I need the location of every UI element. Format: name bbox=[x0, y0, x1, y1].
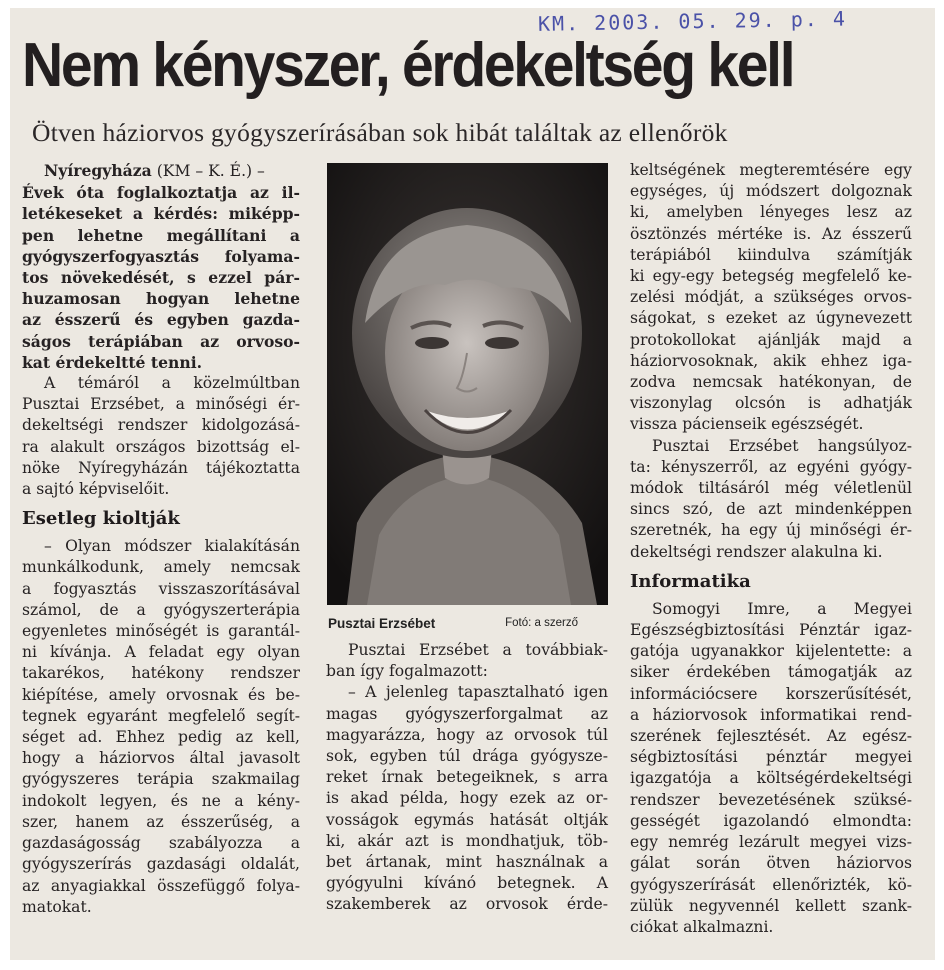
text-line: egységes, új módszert dolgoznak bbox=[630, 182, 912, 201]
text-line: gyógyulni kívánó betegnek. A bbox=[326, 874, 608, 893]
text-line: a háziorvosok informatikai rend- bbox=[630, 705, 912, 724]
text-line: magyarázza, hogy az orvosok túl bbox=[326, 725, 608, 744]
text-line: zelési módját, a szükséges orvos- bbox=[630, 288, 912, 307]
text-line: nöke Nyíregyházán tájékoztatta bbox=[22, 458, 300, 477]
text-line: a fogyasztás visszaszorításával bbox=[22, 579, 300, 598]
text-line: szeretnék, ha egy új minőségi ér- bbox=[630, 521, 912, 540]
text-line: – Olyan módszer kialakításán bbox=[44, 537, 300, 556]
paragraph-quote bbox=[22, 536, 300, 918]
text-line: A témáról a közelmúltban bbox=[44, 374, 300, 393]
text-line: viszonylag olcsón is adhatják bbox=[630, 394, 912, 413]
text-line: ki, amelyben lényeges lesz az bbox=[630, 203, 912, 222]
text-line: Évek óta foglalkoztatja az il- bbox=[22, 183, 300, 203]
text-line: indokolt legyen, és ne a kény- bbox=[22, 791, 300, 810]
text-line: dekeltségi rendszer kidolgozásá- bbox=[22, 416, 300, 435]
subheadline: Ötven háziorvos gyógyszerírásában sok hibát találtak az ellenőrök bbox=[32, 118, 728, 147]
text-line: kat érdekeltté tenni. bbox=[22, 352, 203, 372]
text-line: ségbiztosítási pénztár megyei bbox=[630, 748, 912, 767]
text-line: keltségének megteremtésére egy bbox=[630, 161, 912, 179]
paragraph-hangsulyozta bbox=[630, 436, 912, 563]
text-line: munkálkodunk, amely nemcsak bbox=[22, 558, 300, 577]
text-line: ságos terápiában az orvoso- bbox=[22, 331, 300, 351]
portrait-photo bbox=[327, 163, 608, 605]
text-line: zodva nemcsak hatékonyan, de bbox=[630, 373, 912, 392]
text-line: ra alakult országos bizottság el- bbox=[22, 437, 300, 456]
paragraph-continuation bbox=[630, 160, 912, 436]
text-line: információcsere korszerűsítését, bbox=[630, 684, 912, 703]
text-line: gálat során ötven háziorvos bbox=[630, 854, 912, 873]
text-line: dekeltségi rendszer alakulna ki. bbox=[630, 542, 883, 561]
text-line: is akad példa, hogy ezek az or- bbox=[326, 789, 608, 808]
text-line: gyógyszerfogyasztás folyama- bbox=[22, 246, 300, 266]
text-line: gazdaságosság szabályozza a bbox=[22, 834, 300, 853]
text-line: reket írnak betegeiknek, s arra bbox=[326, 768, 608, 787]
text-line: gességét igazolandó elmondta: bbox=[630, 811, 912, 830]
text-line: terápiából kiindulva számítják bbox=[630, 245, 912, 264]
text-line: tos növekedését, s ezzel pár- bbox=[22, 268, 300, 288]
handwritten-date-annotation: KM. 2003. 05. 29. p. 4 bbox=[537, 6, 848, 36]
text-line: huzamosan hogyan lehetne bbox=[22, 289, 300, 309]
text-line: ni kívánja. A feladat egy olyan bbox=[22, 643, 300, 662]
text-line: gyógyszeres terápia szakmailag bbox=[22, 770, 300, 789]
text-line: háziorvosoknak, akik ehhez iga- bbox=[630, 351, 912, 370]
text-line: módok tiltásáról még véletlenül bbox=[630, 479, 912, 498]
text-line: vosságok egymás hatását oltják bbox=[326, 810, 608, 829]
text-line: ki, akár azt is mondhatjuk, töb- bbox=[326, 831, 608, 850]
text-line: ösztönzés mértéke is. Az ésszerű bbox=[630, 224, 912, 243]
headline: Nem kényszer, érdekeltség kell bbox=[22, 31, 794, 100]
paragraph-quote-2 bbox=[326, 682, 608, 915]
text-line: ciókat alkalmazni. bbox=[630, 917, 774, 936]
text-line: gyógyszerírás gazdasági oldalát, bbox=[22, 855, 300, 874]
text-line: matokat. bbox=[22, 897, 92, 916]
text-line: Pusztai Erzsébet hangsúlyoz- bbox=[652, 436, 912, 455]
paragraph-informatika bbox=[630, 599, 912, 938]
text-line: protokollokat ajánlják majd a bbox=[630, 330, 912, 349]
caption-name: Pusztai Erzsébet bbox=[328, 616, 436, 631]
text-line: igazgatója a költségérdekeltségi bbox=[630, 769, 912, 788]
photo-caption bbox=[327, 613, 608, 635]
text-line: ban így fogalmazott: bbox=[326, 662, 488, 681]
text-line: vissza pácienseik egészségét. bbox=[630, 415, 864, 434]
portrait-image bbox=[327, 163, 608, 605]
dateline: Nyíregyháza bbox=[44, 161, 152, 180]
byline: (KM – K. É.) – bbox=[151, 162, 265, 180]
text-line: gyógyszerírását ellenőrizték, kö- bbox=[630, 875, 912, 894]
article-column-2 bbox=[326, 640, 608, 916]
text-line: takarékos, hatékony rendszer bbox=[22, 664, 300, 683]
text-line: a sajtó képviselőit. bbox=[22, 480, 170, 499]
text-line: hogy a háziorvos által javasolt bbox=[22, 749, 300, 768]
text-line: szakemberek az orvosok érde- bbox=[326, 895, 608, 914]
paragraph-intro bbox=[22, 373, 300, 500]
text-line: tegnek egyaránt megfelelő segít- bbox=[22, 706, 300, 725]
text-line: szer, hanem az ésszerűség, a bbox=[22, 812, 300, 831]
text-line: Pusztai Erzsébet a továbbiak- bbox=[348, 641, 608, 659]
text-line: szerének fejlesztését. Az egész- bbox=[630, 727, 912, 746]
lead-text bbox=[22, 182, 300, 373]
text-line: rendszer bevezetésének szüksé- bbox=[630, 790, 912, 809]
text-line: kiépítése, amely orvosnak és be- bbox=[22, 685, 300, 704]
text-line: egy nemrég lezárult megyei vizs- bbox=[630, 833, 912, 852]
text-line: zülük negyvennél kellett szank- bbox=[630, 896, 912, 915]
article-column-3 bbox=[630, 160, 912, 938]
text-line: sok, egyben túl drága gyógysze- bbox=[326, 747, 608, 766]
text-line: letékeseket a kérdés: miképp- bbox=[22, 204, 300, 224]
section-subtitle-esetleg-kioltjak: Esetleg kioltják bbox=[22, 508, 180, 530]
text-line: ki egy-egy betegség megfelelő ke- bbox=[630, 267, 912, 286]
text-line: Somogyi Imre, a Megyei bbox=[652, 599, 912, 618]
text-line: ta: kényszerről, az egyéni gyógy- bbox=[630, 457, 912, 476]
text-line: egyenletes minőségét is garantál- bbox=[22, 622, 300, 641]
text-line: az anyagiakkal összefüggő folya- bbox=[22, 876, 300, 895]
text-line: siker érdekében támogatják az bbox=[630, 663, 912, 682]
text-line: számol, de a gyógyszerterápia bbox=[22, 600, 300, 619]
text-line: – A jelenleg tapasztalható igen bbox=[348, 683, 608, 702]
text-line: Egészségbiztosítási Pénztár igaz- bbox=[630, 621, 912, 640]
text-line: bet ártanak, mint használnak a bbox=[326, 853, 608, 872]
text-line: ságokat, s ezeket az úgynevezett bbox=[630, 309, 912, 328]
lead-paragraph bbox=[22, 160, 300, 182]
text-line: magas gyógyszerforgalmat az bbox=[326, 704, 608, 723]
text-line: séget ad. Ehhez pedig az kell, bbox=[22, 728, 300, 747]
caption-credit: Fotó: a szerző bbox=[505, 617, 578, 629]
text-line: gatója ugyanakkor kijelentette: a bbox=[630, 642, 912, 661]
text-line: pen lehetne megállítani a bbox=[22, 225, 300, 245]
text-line: sincs szó, de azt mindenképpen bbox=[630, 500, 912, 519]
paragraph-transition bbox=[326, 640, 608, 682]
section-subtitle-informatika: Informatika bbox=[630, 570, 751, 592]
text-line: Pusztai Erzsébet, a minőségi ér- bbox=[22, 395, 300, 414]
text-line: az ésszerű és egyben gazda- bbox=[22, 310, 300, 330]
article-column-1 bbox=[22, 160, 300, 918]
